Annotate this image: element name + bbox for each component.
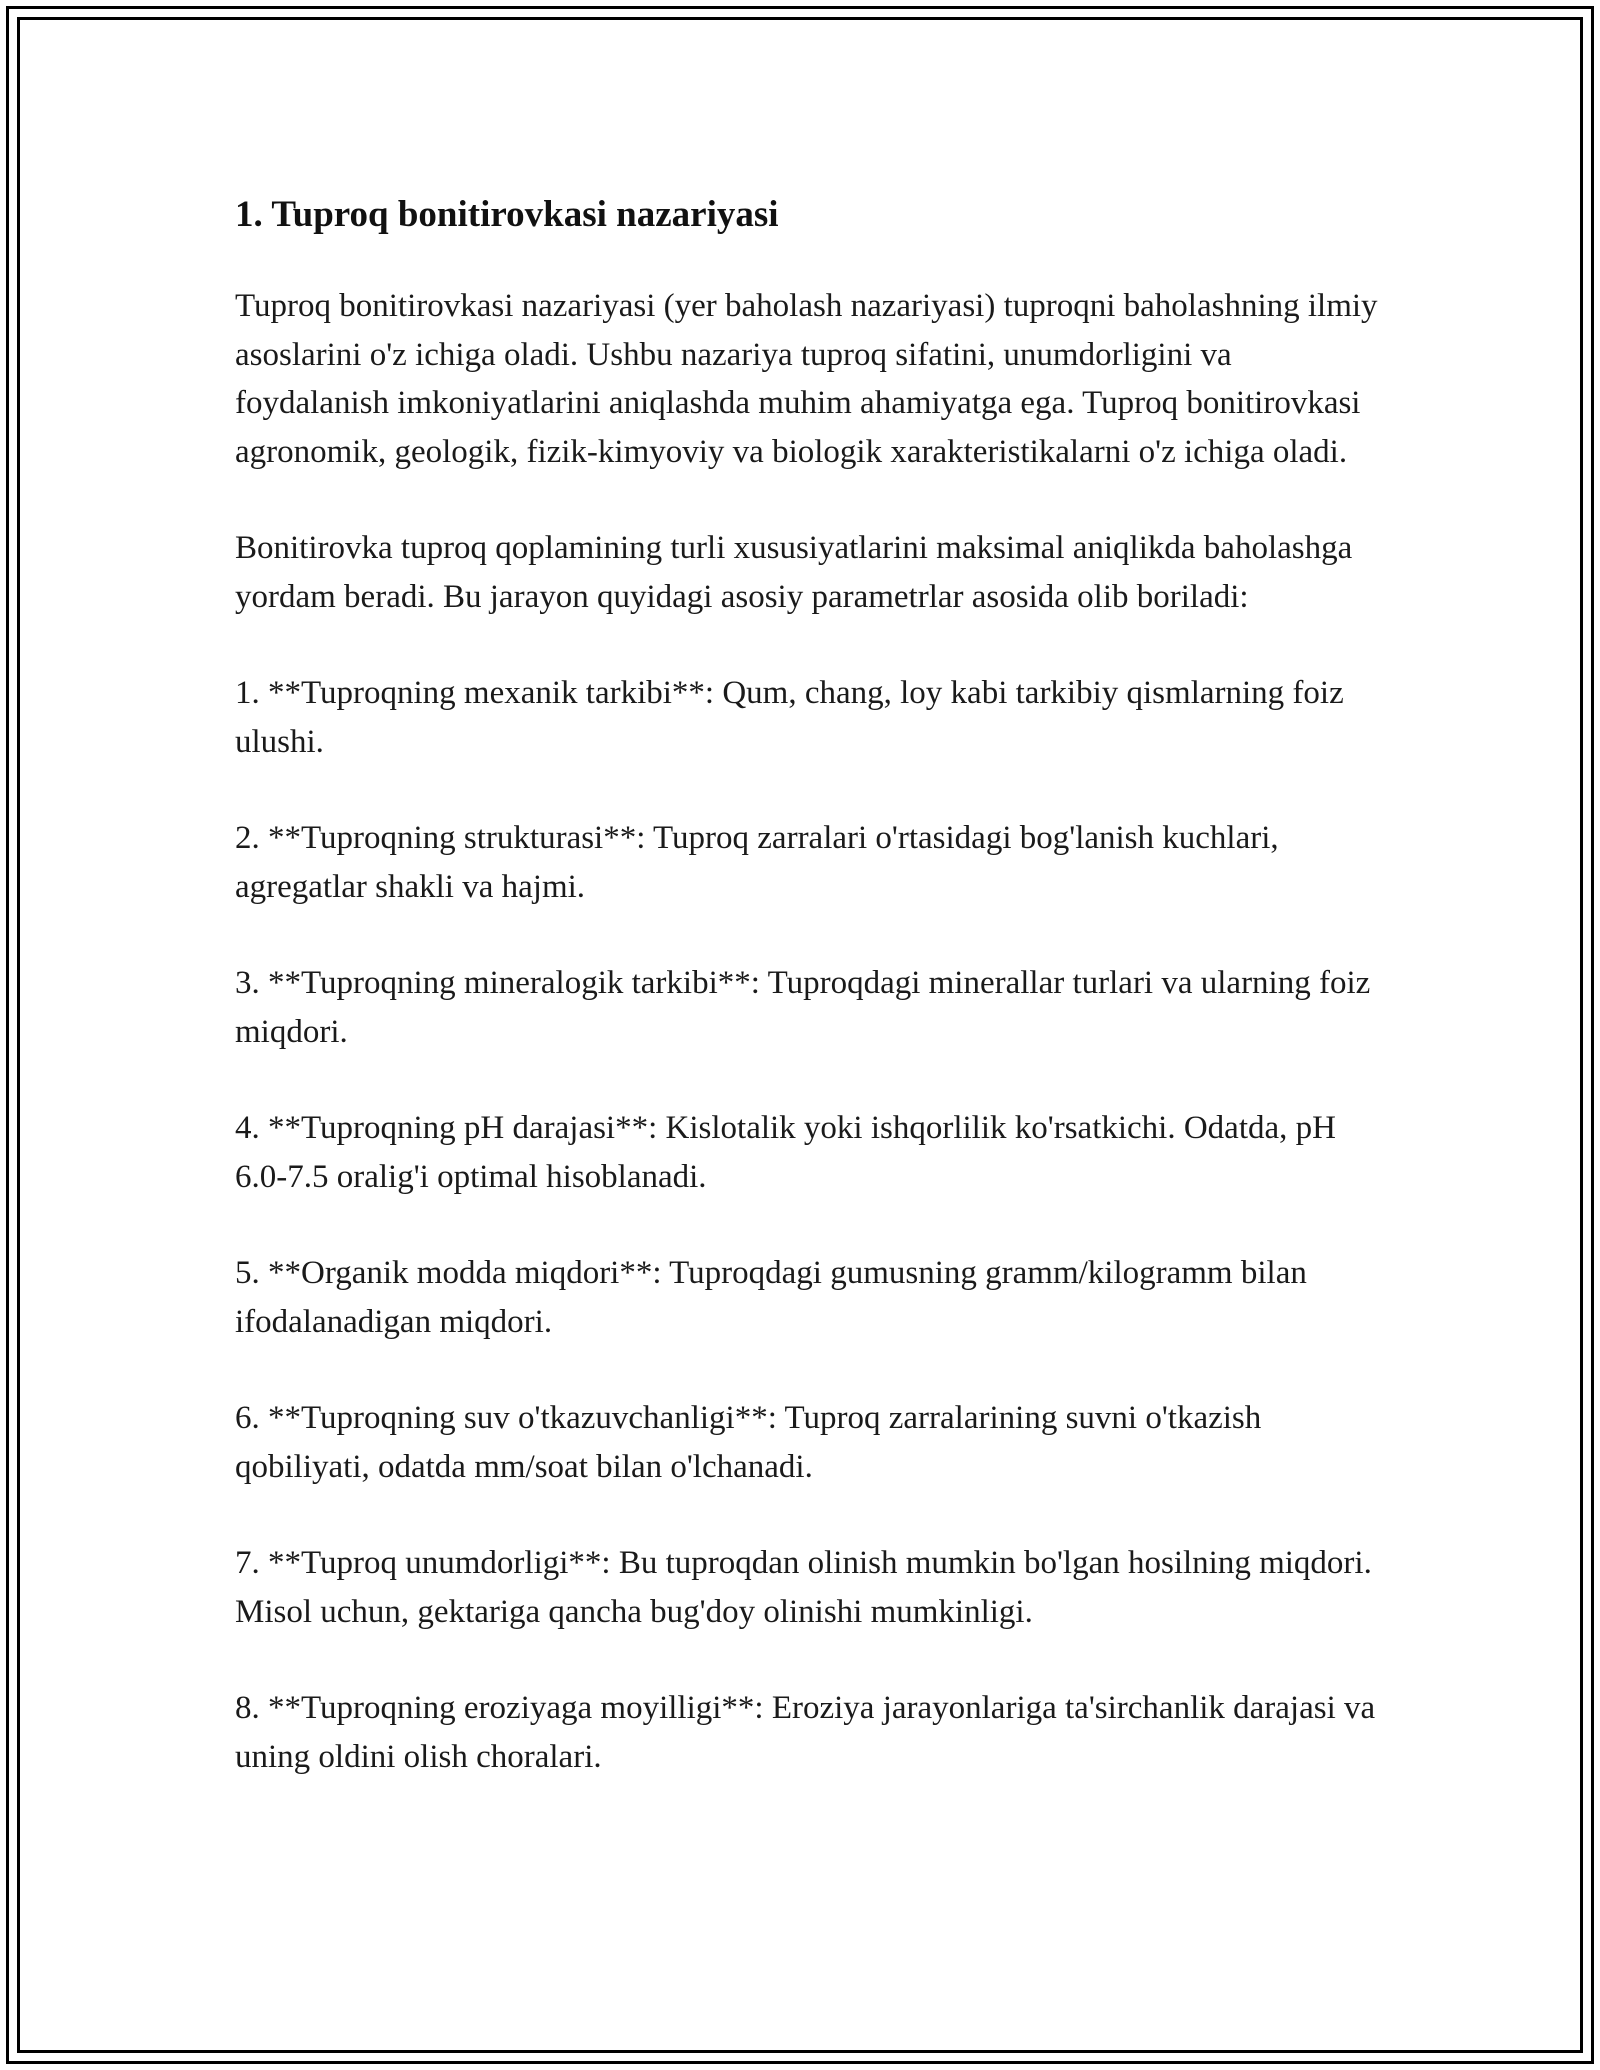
list-item-fertility: 7. **Tuproq unumdorligi**: Bu tuproqdan olinish mumkin bo'lgan hosilning miqdori. Misol uchun, gektariga qancha bug'doy olinishi mumkinligi. [235, 1545, 1372, 1630]
list-item-ph-level: 4. **Tuproqning pH darajasi**: Kislotalik yoki ishqorlilik ko'rsatkichi. Odatda, pH 6.0-7.5 oralig'i optimal hisoblanadi. [235, 1110, 1336, 1195]
intro-paragraph: Tuproq bonitirovkasi nazariyasi (yer baholash nazariyasi) tuproqni baholashning ilmiy asoslarini o'z ichiga oladi. Ushbu nazariya tuproq sifatini, unumdorligini va foydalanish imkoniyatlarini aniqlashda muhim ahamiyatga ega. Tuproq bonitirovkasi agronomik, geologik, fizik-kimyoviy va biologik xarakteristikalarni o'z ichiga oladi. [235, 288, 1378, 470]
list-item-mineral-composition: 3. **Tuproqning mineralogik tarkibi**: Tuproqdagi minerallar turlari va ularning foiz miqdori. [235, 965, 1371, 1050]
document-body [235, 182, 1385, 1829]
list-item-water-permeability: 6. **Tuproqning suv o'tkazuvchanligi**: Tuproq zarralarining suvni o'tkazish qobiliyati, odatda mm/soat bilan o'lchanadi. [235, 1400, 1262, 1485]
document-title: 1. Tuproq bonitirovkasi nazariyasi [235, 194, 779, 235]
list-item-organic-matter: 5. **Organik modda miqdori**: Tuproqdagi gumusning gramm/kilogramm bilan ifodalanadigan miqdori. [235, 1255, 1307, 1340]
parameters-intro-paragraph: Bonitirovka tuproq qoplamining turli xususiyatlarini maksimal aniqlikda baholashga yordam beradi. Bu jarayon quyidagi asosiy parametrlar asosida olib boriladi: [235, 530, 1353, 615]
list-item-structure: 2. **Tuproqning strukturasi**: Tuproq zarralari o'rtasidagi bog'lanish kuchlari, agregatlar shakli va hajmi. [235, 820, 1279, 905]
parameters-list [235, 669, 1385, 1781]
list-item-erosion-susceptibility: 8. **Tuproqning eroziyaga moyilligi**: Eroziya jarayonlariga ta'sirchanlik darajasi va uning oldini olish choralari. [235, 1690, 1376, 1775]
list-item-mechanical-composition: 1. **Tuproqning mexanik tarkibi**: Qum, chang, loy kabi tarkibiy qismlarning foiz ulushi. [235, 675, 1344, 760]
